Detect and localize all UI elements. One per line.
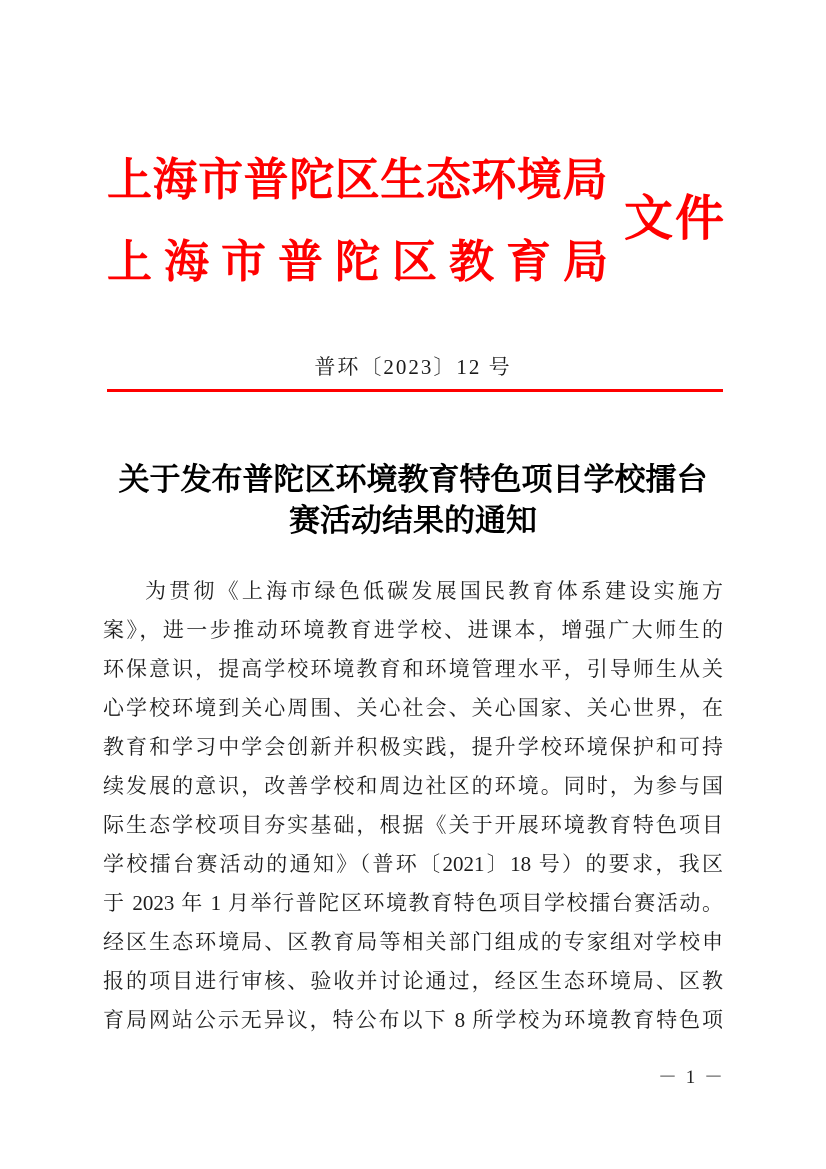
document-number: 普环〔2023〕12 号	[314, 355, 512, 379]
body-line: 际生态学校项目夯实基础，根据《关于开展环境教育特色项目	[103, 813, 723, 837]
body-line: 教育和学习中学会创新并积极实践，提升学校环境保护和可持	[103, 735, 723, 759]
body-line: 经区生态环境局、区教育局等相关部门组成的专家组对学校申	[103, 930, 723, 954]
body-line: 于 2023 年 1 月举行普陀区环境教育特色项目学校擂台赛活动。	[103, 891, 723, 915]
letterhead-org-line-2: 上海市普陀区教育局	[107, 237, 608, 287]
body-line: 环保意识，提高学校环境教育和环境管理水平，引导师生从关	[103, 657, 723, 681]
body-line: 为贯彻《上海市绿色低碳发展国民教育体系建设实施方	[145, 579, 723, 603]
document-title	[103, 459, 723, 541]
document-title-line-1: 关于发布普陀区环境教育特色项目学校擂台	[118, 462, 708, 497]
letterhead-org-line-1: 上海市普陀区生态环境局	[107, 155, 608, 205]
body-line: 心学校环境到关心周围、关心社会、关心国家、关心世界，在	[103, 696, 723, 720]
document-title-line-2: 赛活动结果的通知	[289, 503, 537, 538]
body-line: 报的项目进行审核、验收并讨论通过，经区生态环境局、区教	[103, 969, 723, 993]
body-line: 学校擂台赛活动的通知》（普环〔2021〕18 号）的要求，我区	[103, 852, 723, 876]
body-line: 续发展的意识，改善学校和周边社区的环境。同时，为参与国	[103, 774, 723, 798]
letterhead-doc-type-label: 文件	[624, 191, 727, 246]
body-line: 育局网站公示无异议，特公布以下 8 所学校为环境教育特色项	[103, 1008, 723, 1032]
letterhead-red-rule	[107, 389, 723, 392]
body-line: 案》，进一步推动环境教育进学校、进课本，增强广大师生的	[103, 618, 723, 642]
page-number: － 1 －	[658, 1067, 726, 1088]
body-paragraph	[103, 572, 723, 1040]
